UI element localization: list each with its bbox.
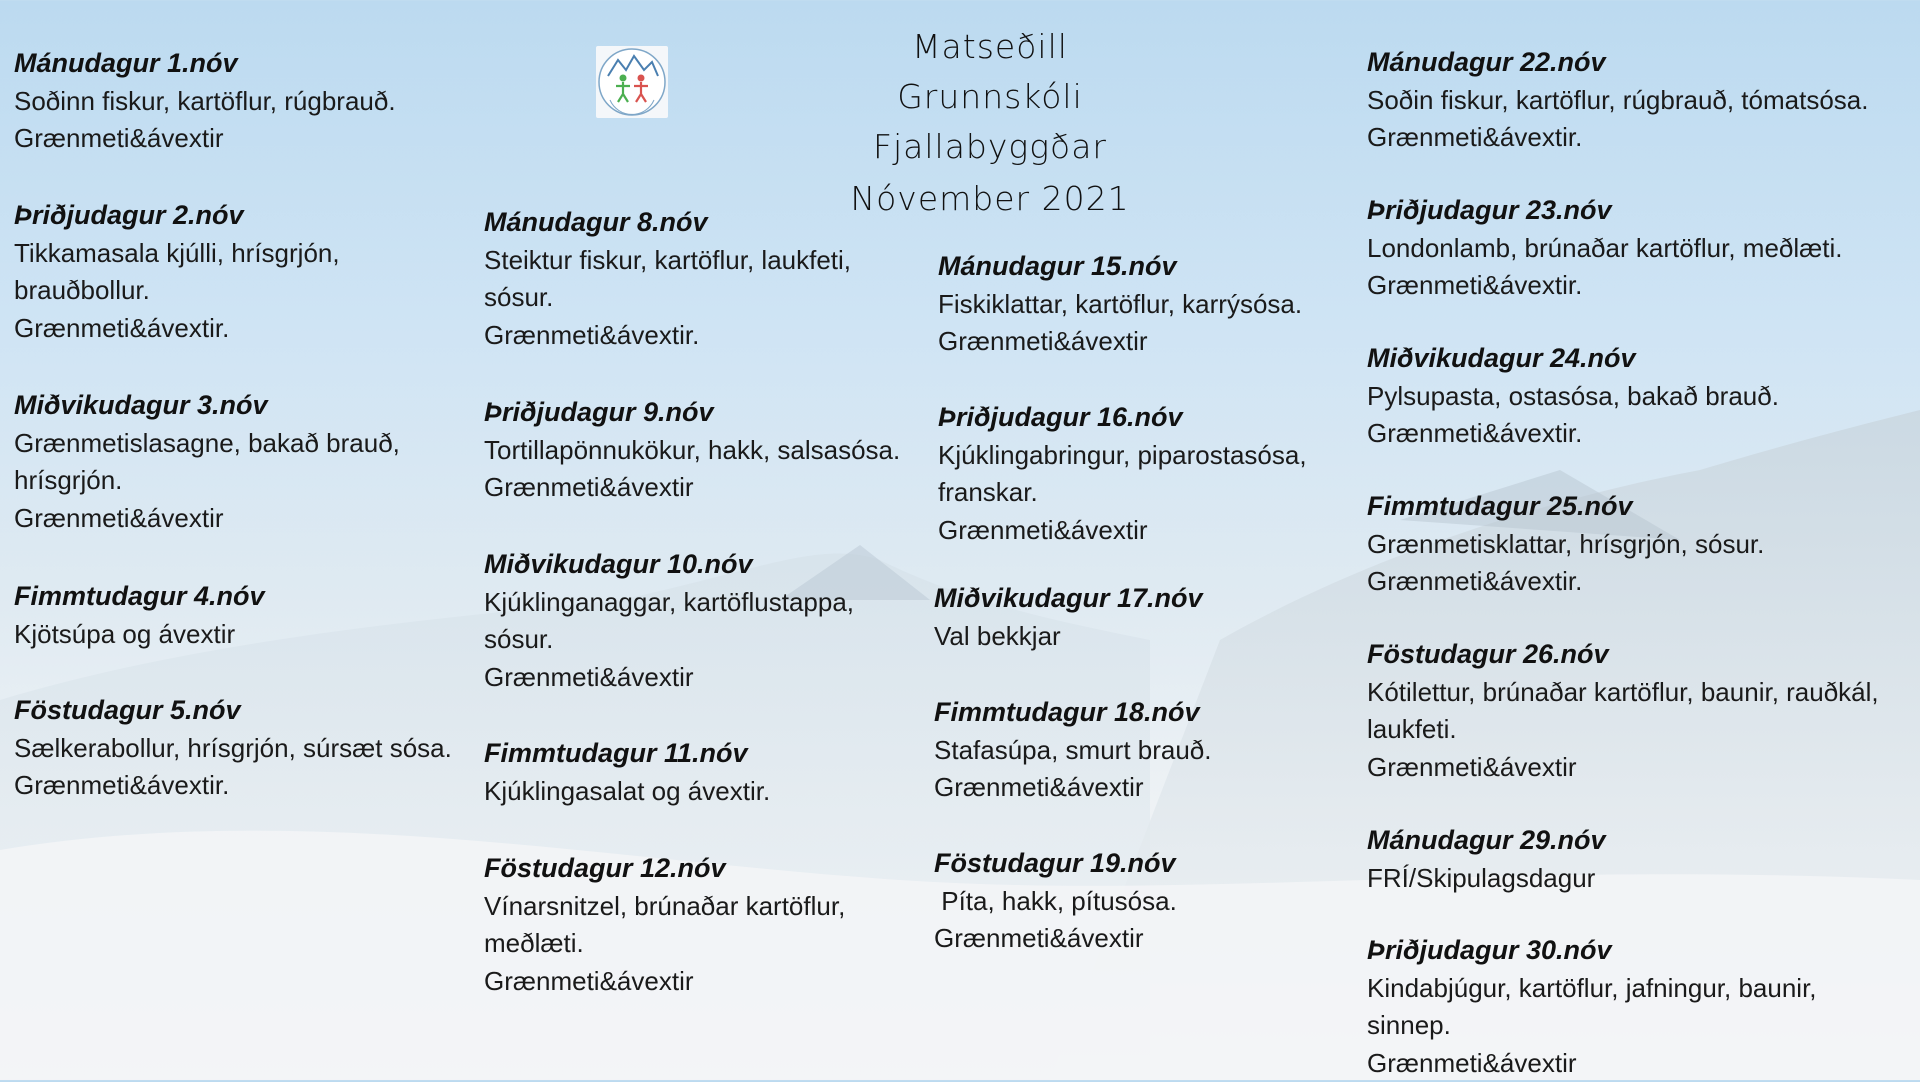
day-menu-line: Grænmeti&ávextir [484,963,845,1001]
day-menu-line: Grænmeti&ávextir [14,500,400,538]
day-date: Föstudagur 26.nóv [1367,636,1879,674]
day-entry [484,735,770,810]
day-entry [934,694,1211,807]
day-menu-line: Grænmeti&ávextir [934,920,1177,958]
day-date: Miðvikudagur 24.nóv [1367,340,1779,378]
day-menu-line: Sælkerabollur, hrísgrjón, súrsæt sósa. [14,730,452,768]
day-menu-line: sósur. [484,621,854,659]
day-menu-line: Grænmeti&ávextir [938,323,1302,361]
day-menu-line: Kjúklingabringur, piparostasósa, [938,437,1307,475]
day-entry [14,578,265,653]
day-menu-line: Grænmeti&ávextir [1367,1045,1817,1082]
day-entry [14,387,400,537]
day-menu-line: Kjúklingasalat og ávextir. [484,773,770,811]
day-menu-line: Fiskiklattar, kartöflur, karrýsósa. [938,286,1302,324]
day-menu-line: Londonlamb, brúnaðar kartöflur, meðlæti. [1367,230,1843,268]
day-entry [484,850,845,1000]
day-date: Þriðjudagur 30.nóv [1367,932,1817,970]
day-entry [484,204,851,354]
day-entry [14,45,396,158]
day-date: Fimmtudagur 11.nóv [484,735,770,773]
day-entry [1367,636,1879,786]
day-menu-line: Kótilettur, brúnaðar kartöflur, baunir, rauðkál, [1367,674,1879,712]
day-menu-line: franskar. [938,474,1307,512]
day-date: Þriðjudagur 2.nóv [14,197,340,235]
day-menu-line: FRÍ/Skipulagsdagur [1367,860,1606,898]
day-date: Mánudagur 29.nóv [1367,822,1606,860]
day-menu-line: Grænmeti&ávextir. [1367,119,1868,157]
day-entry [934,845,1177,958]
day-menu-line: Grænmetisklattar, hrísgrjón, sósur. [1367,526,1764,564]
day-menu-line: Pylsupasta, ostasósa, bakað brauð. [1367,378,1779,416]
day-menu-line: Tikkamasala kjúlli, hrísgrjón, [14,235,340,273]
day-menu-line: Vínarsnitzel, brúnaðar kartöflur, [484,888,845,926]
day-menu-line: Grænmetislasagne, bakað brauð, [14,425,400,463]
day-entry [1367,192,1843,305]
day-date: Fimmtudagur 25.nóv [1367,488,1764,526]
title-line-3: Nóvember 2021 [790,174,1190,224]
day-menu-line: Kindabjúgur, kartöflur, jafningur, baunir, [1367,970,1817,1008]
day-date: Föstudagur 5.nóv [14,692,452,730]
day-date: Fimmtudagur 18.nóv [934,694,1211,732]
day-entry [484,546,854,696]
day-entry [1367,488,1764,601]
day-entry [1367,44,1868,157]
day-entry [484,394,900,507]
day-menu-line: Kjötsúpa og ávextir [14,616,265,654]
day-menu-line: Val bekkjar [934,618,1203,656]
day-date: Mánudagur 1.nóv [14,45,396,83]
day-menu-line: brauðbollur. [14,272,340,310]
day-menu-line: hrísgrjón. [14,462,400,500]
day-date: Þriðjudagur 9.nóv [484,394,900,432]
day-menu-line: Píta, hakk, pítusósa. [934,883,1177,921]
day-date: Miðvikudagur 10.nóv [484,546,854,584]
day-date: Fimmtudagur 4.nóv [14,578,265,616]
school-logo-icon [596,46,668,118]
day-menu-line: Grænmeti&ávextir. [1367,267,1843,305]
day-menu-line: Grænmeti&ávextir [1367,749,1879,787]
day-menu-line: Grænmeti&ávextir [938,512,1307,550]
day-menu-line: Grænmeti&ávextir [14,120,396,158]
day-menu-line: Grænmeti&ávextir [934,769,1211,807]
school-logo [596,46,668,118]
day-date: Miðvikudagur 3.nóv [14,387,400,425]
day-date: Þriðjudagur 16.nóv [938,399,1307,437]
day-menu-line: sinnep. [1367,1007,1817,1045]
day-date: Mánudagur 22.nóv [1367,44,1868,82]
menu-title [790,22,1190,224]
day-menu-line: Soðinn fiskur, kartöflur, rúgbrauð. [14,83,396,121]
day-menu-line: Grænmeti&ávextir. [484,317,851,355]
day-entry [1367,822,1606,897]
day-menu-line: Grænmeti&ávextir. [14,767,452,805]
day-menu-line: sósur. [484,279,851,317]
day-menu-line: meðlæti. [484,925,845,963]
day-entry [1367,932,1817,1082]
day-menu-line: Kjúklinganaggar, kartöflustappa, [484,584,854,622]
day-menu-line: Grænmeti&ávextir. [14,310,340,348]
day-menu-line: Grænmeti&ávextir. [1367,415,1779,453]
day-entry [934,580,1203,655]
day-menu-line: Grænmeti&ávextir. [1367,563,1764,601]
day-menu-line: Grænmeti&ávextir [484,659,854,697]
day-date: Þriðjudagur 23.nóv [1367,192,1843,230]
day-menu-line: laukfeti. [1367,711,1879,749]
day-menu-line: Stafasúpa, smurt brauð. [934,732,1211,770]
day-date: Föstudagur 12.nóv [484,850,845,888]
day-date: Mánudagur 8.nóv [484,204,851,242]
day-menu-line: Tortillapönnukökur, hakk, salsasósa. [484,432,900,470]
day-entry [14,197,340,347]
day-menu-line: Soðin fiskur, kartöflur, rúgbrauð, tómatsósa. [1367,82,1868,120]
title-line-2: Grunnskóli Fjallabyggðar [790,72,1190,172]
day-menu-line: Steiktur fiskur, kartöflur, laukfeti, [484,242,851,280]
day-date: Mánudagur 15.nóv [938,248,1302,286]
day-entry [1367,340,1779,453]
title-line-1: Matseðill [790,22,1190,72]
day-date: Miðvikudagur 17.nóv [934,580,1203,618]
day-entry [938,248,1302,361]
day-entry [938,399,1307,549]
day-date: Föstudagur 19.nóv [934,845,1177,883]
day-menu-line: Grænmeti&ávextir [484,469,900,507]
day-entry [14,692,452,805]
